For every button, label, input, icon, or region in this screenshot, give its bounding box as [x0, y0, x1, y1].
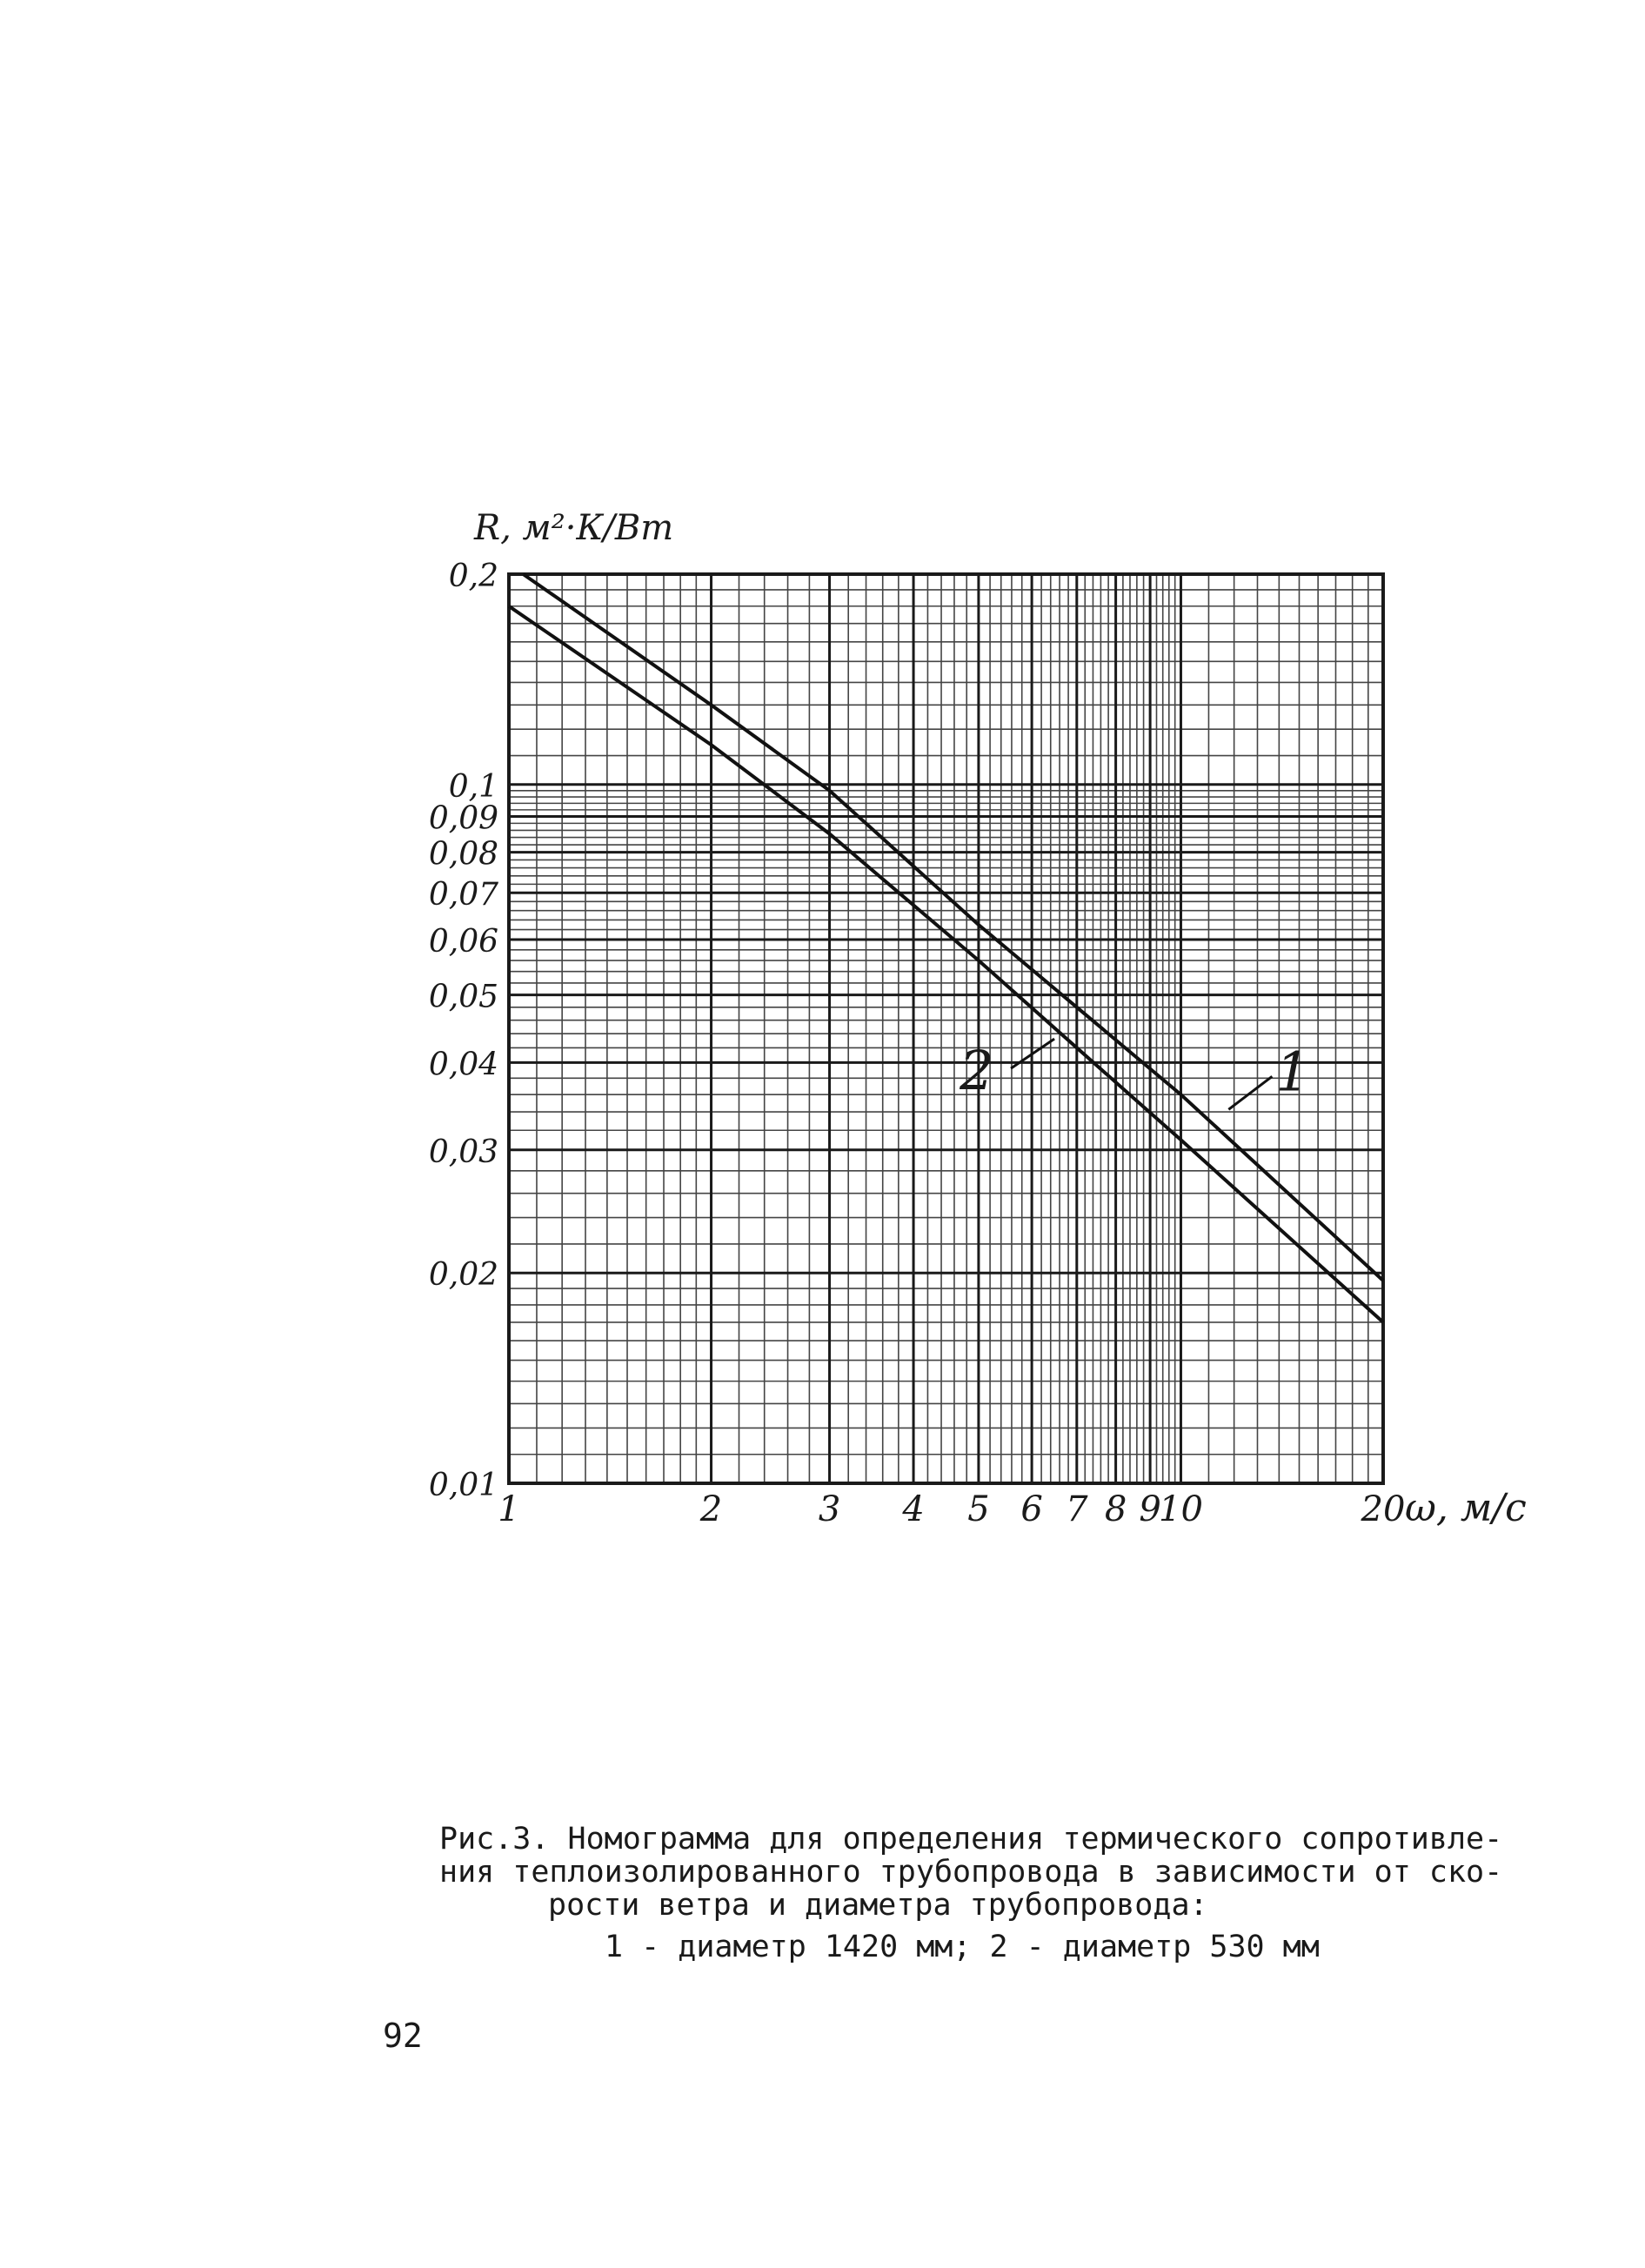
- y-tick-label: 0,07: [428, 877, 498, 913]
- figure-caption: [439, 1823, 1535, 1964]
- series-group: [509, 574, 1383, 1322]
- y-tick-label: 0,08: [428, 836, 498, 873]
- y-axis-label: R, м²·К/Вт: [474, 508, 674, 548]
- y-tick-label: 0,2: [448, 559, 498, 594]
- y-tick-label: 0,02: [428, 1257, 498, 1294]
- grid-minor: [509, 574, 1383, 1483]
- y-tick-label: 0,01: [428, 1468, 498, 1503]
- x-tick-label: 6: [1020, 1489, 1043, 1529]
- series-1-label: 1: [1275, 1040, 1310, 1104]
- x-tick-label: 9: [1139, 1489, 1161, 1529]
- caption-line-2: ния теплоизолированного трубопровода в зависимости от ско-: [439, 1855, 1503, 1890]
- page-number: 92: [383, 2017, 423, 2055]
- series-2-label: 2: [960, 1039, 994, 1103]
- x-tick-label: 1: [498, 1489, 520, 1529]
- x-tick-label: 10: [1159, 1489, 1203, 1529]
- y-tick-labels: [429, 559, 498, 1503]
- x-tick-label: 3: [818, 1489, 841, 1529]
- y-tick-label: 0,09: [428, 800, 498, 837]
- plot-frame: [509, 574, 1383, 1483]
- y-tick-label: 0,1: [448, 768, 498, 805]
- y-tick-label: 0,05: [428, 979, 498, 1015]
- caption-line-3: рости ветра и диаметра трубопровода:: [548, 1888, 1208, 1923]
- x-axis-label: ω, м/с: [1405, 1486, 1527, 1530]
- x-tick-labels: [498, 1489, 1405, 1529]
- y-tick-label: 0,06: [428, 923, 498, 960]
- series-1-leader: [1228, 1076, 1272, 1109]
- x-tick-label: 2: [699, 1489, 723, 1529]
- x-tick-label: 8: [1104, 1489, 1127, 1529]
- x-tick-label: 4: [902, 1489, 925, 1529]
- series-2-line: [509, 606, 1383, 1322]
- caption-line-4: 1 - диаметр 1420 мм; 2 - диаметр 530 мм: [605, 1930, 1320, 1964]
- x-tick-label: 7: [1066, 1489, 1088, 1529]
- y-tick-label: 0,03: [428, 1134, 498, 1170]
- series-1-line: [523, 574, 1383, 1281]
- x-tick-label: 5: [967, 1489, 990, 1529]
- y-tick-label: 0,04: [428, 1047, 498, 1083]
- x-tick-label: 20: [1361, 1489, 1406, 1529]
- caption-line-1: Рис.3. Номограмма для определения термического сопротивле-: [439, 1822, 1503, 1857]
- grid-major: [509, 574, 1383, 1483]
